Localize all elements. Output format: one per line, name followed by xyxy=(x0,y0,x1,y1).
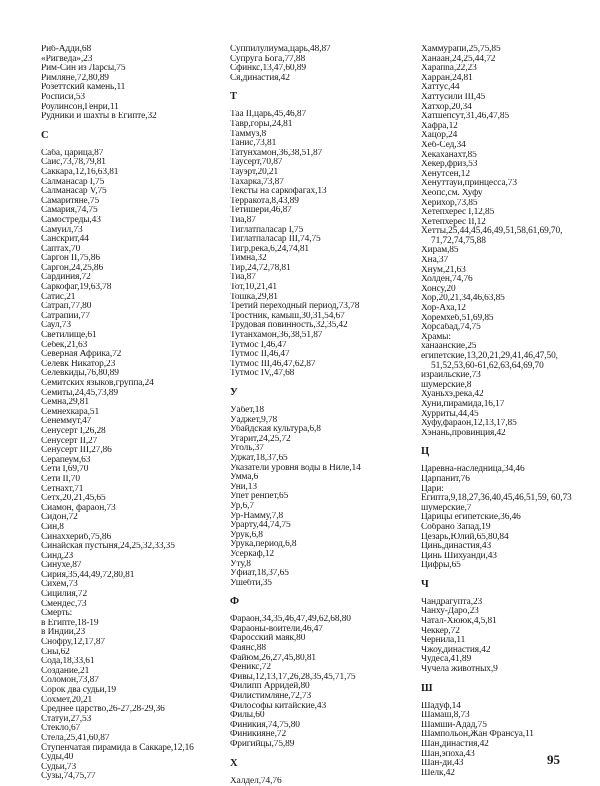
index-entry: Селевкиды,76,80,89 xyxy=(41,369,119,379)
index-entry: Сенусерт III,27,86 xyxy=(41,446,112,456)
index-entry: Уфиат,18,37,65 xyxy=(230,569,289,579)
index-entry: Тимна,32 xyxy=(230,254,267,264)
index-entry: Шан,эпоха,43 xyxy=(421,749,475,759)
index-entry: Филипп Арридей,80 xyxy=(230,682,310,692)
section-letter: Т xyxy=(230,91,237,103)
section-letter: Ф xyxy=(230,596,239,608)
index-entry: Хна,37 xyxy=(421,256,449,266)
index-entry: Серапеум,63 xyxy=(41,455,91,465)
index-entry: Тиа,87 xyxy=(230,273,256,283)
index-entry: Римляне,72,80,89 xyxy=(41,73,109,83)
index-entry: Хекер,фриз,53 xyxy=(421,160,478,170)
index-entry: Чандрагупта,23 xyxy=(421,597,483,607)
index-entry: Тиглатпаласар I,75 xyxy=(230,225,304,235)
index-entry: Ур,6,7 xyxy=(230,501,254,511)
index-entry: Самария,74,75 xyxy=(41,206,98,216)
index-entry: Семитских языков,группа,24 xyxy=(41,379,154,388)
index-entry: Снофру,12,17,87 xyxy=(41,638,105,648)
index-entry: Харапnа,22,23 xyxy=(421,64,477,74)
index-entry: Царевна-наследница,34,46 xyxy=(421,465,525,475)
index-entry: Чеккер,72 xyxy=(421,626,460,636)
index-entry: Хор-Аха,12 xyxy=(421,304,466,314)
index-entry: Хеб-Сед,34 xyxy=(421,140,466,150)
index-entry: Сардиния,72 xyxy=(41,273,91,283)
index-entry: Египта,9,18,27,36,40,45,46,51,59, 60,73 xyxy=(421,493,572,504)
index-entry: Угарит,24,25,72 xyxy=(230,434,291,444)
index-entry: Цифры,65 xyxy=(421,561,461,571)
index-entry: Фараоны-воители,46,47 xyxy=(230,624,323,634)
index-entry: Хуаньхэ,река,42 xyxy=(421,390,484,400)
index-entry: Сатрапии,77 xyxy=(41,311,90,321)
index-entry: Семиты,24,45,73,89 xyxy=(41,388,118,398)
index-entry: Чатал-Хююк,4,5,81 xyxy=(421,617,497,627)
index-entry: Урук,6,8 xyxy=(230,530,263,540)
index-entry: Хуни,пирамида,16,17 xyxy=(421,399,505,409)
index-entry: Тигр,река,6,24,74,81 xyxy=(230,244,309,254)
index-entry: Санскрит,44 xyxy=(41,235,89,245)
index-entry: Син,8 xyxy=(41,522,64,532)
index-entry: Тиа,87 xyxy=(230,215,256,225)
section-letter: Ц xyxy=(421,446,430,458)
index-entry: Светилище,61 xyxy=(41,331,97,341)
index-entry: Хетепхерес II,12 xyxy=(421,217,486,227)
index-entry: Таа II,царь,45,46,87 xyxy=(230,110,307,120)
index-entry: Хоремхеб,51,69,85 xyxy=(421,313,494,323)
index-entry: Сфинкс,13,47,60,89 xyxy=(230,64,306,74)
index-entry: Саба, царица,87 xyxy=(41,148,104,158)
index-entry: Рудники и шахты в Египте,32 xyxy=(41,112,157,122)
index-entry: Саис,73,78,79,81 xyxy=(41,158,106,168)
index-entry: Тутмос I,46,47 xyxy=(230,340,287,350)
index-entry: Сенеммут,47 xyxy=(41,417,92,427)
index-entry: Тошка,29,81 xyxy=(230,292,278,302)
index-entry: Самостреды,43 xyxy=(41,215,101,225)
index-entry: Тутмос II,46,47 xyxy=(230,350,290,360)
index-entry: Филистимляне,72,73 xyxy=(230,692,312,702)
index-entry: Сиамон, фараон,73 xyxy=(41,503,116,513)
index-entry: Росписи,53 xyxy=(41,92,85,102)
index-entry: Хаттус,44 xyxy=(421,83,460,93)
index-column-3 xyxy=(421,45,596,778)
index-entry: Тир,24,72,78,81 xyxy=(230,263,291,273)
index-entry: Хирам,85 xyxy=(421,246,459,256)
index-entry: Саргон II,75,86 xyxy=(41,254,100,264)
index-entry: Розеттский камень,11 xyxy=(41,83,126,93)
index-entry: Харран,24,81 xyxy=(421,73,473,83)
index-entry: Сидон,72 xyxy=(41,513,78,523)
index-entry: Ступенчатая пирамида в Саккаре,12,16 xyxy=(41,742,194,753)
index-entry: Шан,династия,42 xyxy=(421,740,489,749)
index-entry: Сетнахт,71 xyxy=(41,484,84,494)
index-entry: Хетепхерес I,12,85 xyxy=(421,208,495,218)
index-entry: Фаросский маяк,80 xyxy=(230,634,306,644)
index-entry: Синайская пустыня,24,25,32,33,35 xyxy=(41,542,175,552)
index-entry: Хаммурапи,25,75,85 xyxy=(421,45,501,54)
index-entry: Чернила,11 xyxy=(421,636,466,646)
index-entry: Сны,62 xyxy=(41,647,70,657)
index-entry: ханаанские,25 xyxy=(421,342,477,352)
index-entry: Стела,25,41,60,87 xyxy=(41,733,110,743)
index-entry: Сетх,20,21,45,65 xyxy=(41,494,106,504)
index-entry: Хорсабад,74,75 xyxy=(421,323,481,333)
index-column-1 xyxy=(41,45,223,782)
index-entry: Шадуф,14 xyxy=(421,701,461,711)
index-entry: Уту,8 xyxy=(230,559,251,569)
index-entry: Тавр,горы,24,81 xyxy=(230,119,293,129)
index-entry: Смерть: xyxy=(41,609,73,619)
index-entry: Храмы: xyxy=(421,332,451,342)
index-entry: шумерские,8 xyxy=(421,380,472,390)
index-entry: Царпанит,76 xyxy=(421,474,470,484)
index-entry: Таусерт,70,87 xyxy=(230,158,283,168)
index-entry: Соломон,73,87 xyxy=(41,676,99,686)
index-entry: Саул,73 xyxy=(41,321,71,331)
index-entry: Тетишери,46,87 xyxy=(230,206,292,216)
index-entry: Синаххериб,75,86 xyxy=(41,532,112,542)
index-entry: в Египте,18-19 xyxy=(41,618,99,628)
index-entry: Фригийцы,75,89 xyxy=(230,740,295,749)
index-entry: Селевк Никатор,23 xyxy=(41,359,116,369)
index-entry: Сатис,21 xyxy=(41,292,76,302)
index-entry: Сихем,73 xyxy=(41,580,78,590)
index-entry: Хонсу,20 xyxy=(421,284,456,294)
index-entry: Тутмос IV,,47,68 xyxy=(230,369,295,379)
index-entry: Танис,73,81 xyxy=(230,139,277,149)
index-entry: Сенусерт II,27 xyxy=(41,436,98,446)
section-letter: У xyxy=(230,387,238,398)
index-entry: Синд,23 xyxy=(41,551,74,561)
index-entry: Самаритяне,75 xyxy=(41,196,100,206)
index-entry: Рим-Син из Ларсы,75 xyxy=(41,64,126,74)
index-entry: Трудовая повинность,32,35,42 xyxy=(230,321,348,331)
index-entry: Цинь,династия,43 xyxy=(421,542,492,552)
index-entry: Филы,60 xyxy=(230,711,265,721)
index-entry: Хекаханахт,85 xyxy=(421,150,477,160)
index-entry: в Индии,23 xyxy=(41,628,86,638)
index-entry: Ханаан,24,25,44,72 xyxy=(421,54,496,64)
index-entry: Хенутсен,12 xyxy=(421,169,470,179)
index-entry: Тексты на саркофагах,13 xyxy=(230,187,327,197)
index-entry: Себек,21,63 xyxy=(41,340,88,350)
index-entry: Шамши-Адад,75 xyxy=(421,720,487,730)
index-entry: Ся,династия,42 xyxy=(230,73,290,83)
index-entry: Татунхамон,36,38,51,87 xyxy=(230,148,323,158)
index-entry: Тутанхамон,36,38,51,87 xyxy=(230,331,323,341)
index-entry: Шамаш,8,73 xyxy=(421,711,470,721)
index-entry: Файюм,26,27,45,80,81 xyxy=(230,653,316,663)
index-entry: Уабет,18 xyxy=(230,406,264,415)
index-entry: Урарту,44,74,75 xyxy=(230,521,291,531)
index-entry: Суды,40 xyxy=(41,753,74,763)
index-entry: Саккара,12,16,63,81 xyxy=(41,167,119,177)
index-entry: Третий переходный период,73,78 xyxy=(230,302,360,312)
index-entry: Шелк,42 xyxy=(421,768,455,778)
index-entry: Хаттусили III,45 xyxy=(421,92,486,102)
index-entry: Хэнань,провинция,42 xyxy=(421,428,506,438)
index-entry: Херихор,73,85 xyxy=(421,198,478,208)
index-entry: Среднее царство,26-27,28-29,36 xyxy=(41,705,165,715)
index-entry: Чанху-Даро,23 xyxy=(421,607,479,617)
index-entry: Сенусерт I,26,28 xyxy=(41,426,106,436)
index-entry: Судьи,73 xyxy=(41,762,77,772)
index-entry: Семнехкара,51 xyxy=(41,407,100,417)
index-entry: Терракота,8,43,89 xyxy=(230,196,299,206)
index-entry: Сети II,70 xyxy=(41,474,80,484)
index-entry: Хацор,24 xyxy=(421,131,458,141)
index-entry: Хатхор,20,34 xyxy=(421,102,472,112)
index-entry: Хафра,12 xyxy=(421,121,458,131)
index-entry: шумерские,7 xyxy=(421,503,472,513)
index-entry: Феникс,72 xyxy=(230,663,271,673)
index-entry: Саргон,24,25,86 xyxy=(41,263,104,273)
index-entry: Шан-ди,43 xyxy=(421,759,464,769)
section-letter: Ч xyxy=(421,578,429,590)
index-entry: Уджат,18,37,65 xyxy=(230,453,288,463)
index-entry: Упет ренпет,65 xyxy=(230,492,289,502)
index-entry: Цари: xyxy=(421,484,444,494)
index-entry: Царицы египетские,36,46 xyxy=(421,513,521,523)
index-entry: Тутмос III,46,47,62,87 xyxy=(230,359,316,369)
index-entry: Суппилулиума,царь,48,87 xyxy=(230,45,331,54)
index-entry: Статуи,27,53 xyxy=(41,714,92,724)
section-letter: С xyxy=(41,129,49,141)
index-entry: Ушебти,35 xyxy=(230,578,272,588)
index-entry: Создание,21 xyxy=(41,666,90,676)
index-entry: Сирия,35,44,49,72,80,81 xyxy=(41,570,135,580)
index-entry: Уни,13 xyxy=(230,482,257,492)
index-entry: Хуфу,фараон,12,13,17,85 xyxy=(421,419,517,429)
index-entry: Чжоу,династия,42 xyxy=(421,645,491,655)
index-entry: Убайдская культура,6,8 xyxy=(230,425,321,435)
index-entry: Тростник, камыш,30,31,54,67 xyxy=(230,311,345,321)
index-entry: «Ригведа»,23 xyxy=(41,54,93,64)
index-entry: Стекло,67 xyxy=(41,724,81,734)
index-entry: Уголь,37 xyxy=(230,444,264,454)
index-entry: Философы китайские,43 xyxy=(230,701,327,711)
index-entry: Саптах,70 xyxy=(41,244,81,254)
index-entry: Салманасар I,75 xyxy=(41,177,105,187)
index-entry: израильские,73 xyxy=(421,371,481,381)
index-entry: Хенуттауи,принцесса,73 xyxy=(421,179,517,189)
index-entry: Финикияне,72 xyxy=(230,730,287,740)
index-entry: Хетты,25,44,45,46,49,51,58,61,69,70, 71,72,74,75,88 xyxy=(421,226,563,246)
index-entry: Семна,29,81 xyxy=(41,398,89,408)
index-entry: Северная Африка,72 xyxy=(41,350,122,360)
index-entry: Фивы,12,13,17,26,28,35,45,71,75 xyxy=(230,672,356,682)
index-entry: Хурриты,44,45 xyxy=(421,409,479,419)
index-entry: Риб-Адди,68 xyxy=(41,45,92,54)
index-entry: Салманасар V,75 xyxy=(41,187,107,197)
index-entry: Хеопс,см. Хуфу xyxy=(421,188,483,198)
section-letter: Ш xyxy=(421,682,433,694)
index-entry: Хнум,21,63 xyxy=(421,265,466,275)
index-entry: Тот,10,21,41 xyxy=(230,283,277,293)
index-entry: Сатрап,77,80 xyxy=(41,302,92,312)
index-entry: Умма,6 xyxy=(230,473,259,483)
index-entry: Синухе,87 xyxy=(41,561,82,571)
index-column-2 xyxy=(230,45,420,786)
index-entry: Фараон,34,35,46,47,49,62,68,80 xyxy=(230,615,351,625)
section-letter: Х xyxy=(230,757,238,769)
index-entry: Тахарка,73,87 xyxy=(230,177,284,187)
index-entry: Цезарь,Юлий,65,80,84 xyxy=(421,532,509,542)
index-entry: Супруга Бога,77,88 xyxy=(230,54,306,64)
index-entry: Ур-Намму,7,8 xyxy=(230,511,284,521)
index-entry: Саркофаг,19,63,78 xyxy=(41,283,112,293)
index-entry: Хор,20,21,34,46,63,85 xyxy=(421,294,505,304)
page-number: 95 xyxy=(547,752,560,767)
index-entry: Смендес,73 xyxy=(41,599,87,609)
index-entry: египетские,13,20,21,29,41,46,47,50, 51,52,53,60-61,62,63,64,69,70 xyxy=(421,351,558,371)
index-entry: Сохмет,20,21 xyxy=(41,695,93,705)
index-entry: Финикия,74,75,80 xyxy=(230,720,300,730)
index-entry: Сицилия,72 xyxy=(41,590,88,600)
index-entry: Чудеса,41,89 xyxy=(421,655,472,665)
index-entry: Сузы,74,75,77 xyxy=(41,772,96,782)
index-entry: Собрано Запад,19 xyxy=(421,522,491,532)
index-entry: Цинь Шихуанди,43 xyxy=(421,551,497,561)
index-entry: Сода,18,33,61 xyxy=(41,657,95,667)
index-entry: Холден,74,76 xyxy=(421,275,473,285)
index-entry: Фаянс,88 xyxy=(230,644,266,654)
index-entry: Халдел,74,76 xyxy=(230,776,282,786)
index-entry: Самуил,73 xyxy=(41,225,83,235)
index-entry: Тиглатпаласар III,74,75 xyxy=(230,235,321,245)
index-entry: Урука,период,6,8 xyxy=(230,540,297,550)
index-entry: Сети I,69,70 xyxy=(41,465,89,475)
index-entry: Указатели уровня воды в Ниле,14 xyxy=(230,463,361,473)
index-entry: Усеркаф,12 xyxy=(230,549,275,559)
index-entry: Уаджет,9,78 xyxy=(230,415,278,425)
index-entry: Тауэрт,20,21 xyxy=(230,167,279,177)
index-entry: Шампольон,Жан Франсуа,11 xyxy=(421,730,534,740)
index-entry: Таммуз,8 xyxy=(230,129,267,139)
index-entry: Сорок два судьи,19 xyxy=(41,686,116,695)
index-entry: Хатшепсут,31,46,47,85 xyxy=(421,112,510,122)
index-entry: Роулинсон,Генри,11 xyxy=(41,102,119,112)
index-entry: Чучела животных,9 xyxy=(421,665,498,675)
